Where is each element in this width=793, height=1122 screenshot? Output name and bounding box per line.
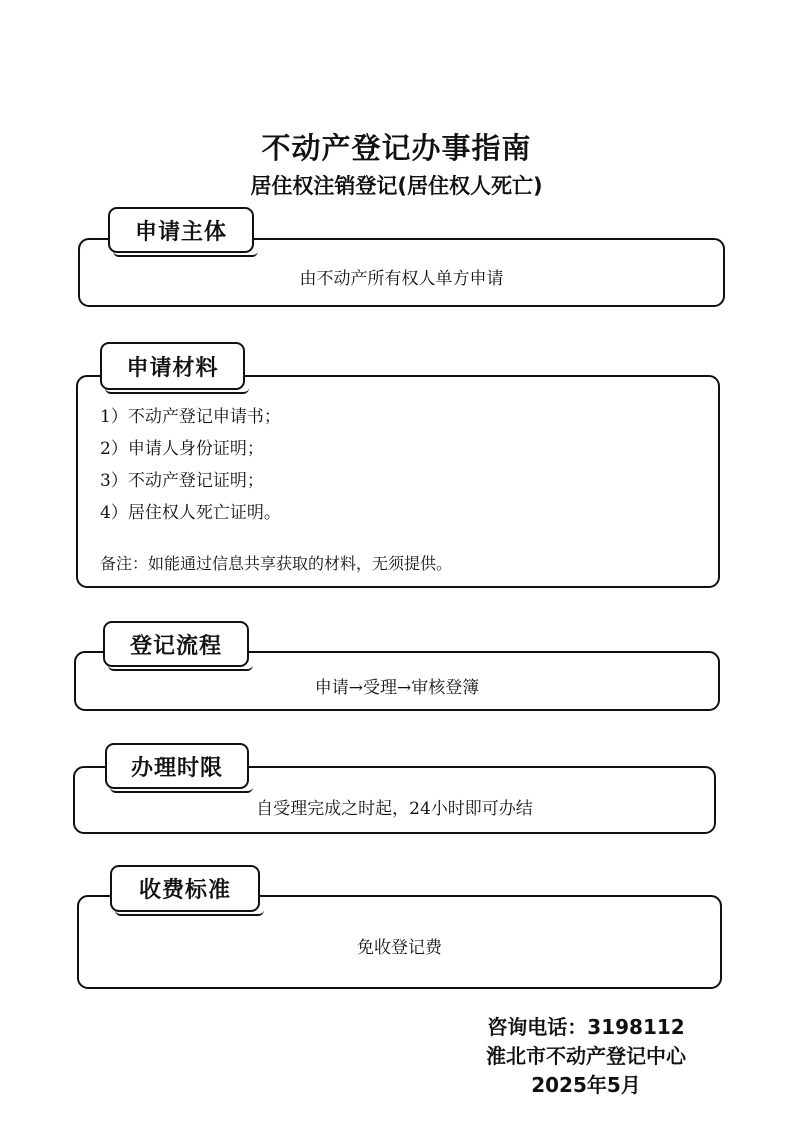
contact-phone: 咨询电话：3198112	[487, 1015, 685, 1039]
issue-date: 2025年5月	[531, 1073, 641, 1097]
materials-note: 备注：如能通过信息共享获取的材料，无须提供。	[100, 554, 453, 573]
list-item: 4）居住权人死亡证明。	[100, 503, 281, 523]
list-item: 1）不动产登记申请书；	[100, 407, 281, 427]
applicant-content: 由不动产所有权人单方申请	[299, 269, 504, 289]
materials-section	[76, 375, 720, 588]
process-content: 申请→受理→审核登簿	[314, 678, 480, 698]
process-heading: 登记流程	[103, 621, 249, 667]
page-subtitle: 居住权注销登记(居住权人死亡)	[250, 174, 543, 198]
applicant-heading: 申请主体	[108, 207, 254, 253]
time-limit-heading: 办理时限	[105, 743, 249, 789]
time-limit-content: 自受理完成之时起，24小时即可办结	[256, 799, 533, 819]
materials-list	[100, 401, 281, 529]
page-title: 不动产登记办事指南	[261, 131, 532, 165]
organization-name: 淮北市不动产登记中心	[486, 1044, 686, 1068]
list-item: 2）申请人身份证明；	[100, 439, 264, 459]
fee-content: 免收登记费	[357, 938, 442, 958]
list-item: 3）不动产登记证明；	[100, 471, 264, 491]
fee-heading: 收费标准	[110, 865, 260, 912]
materials-heading: 申请材料	[100, 342, 245, 390]
